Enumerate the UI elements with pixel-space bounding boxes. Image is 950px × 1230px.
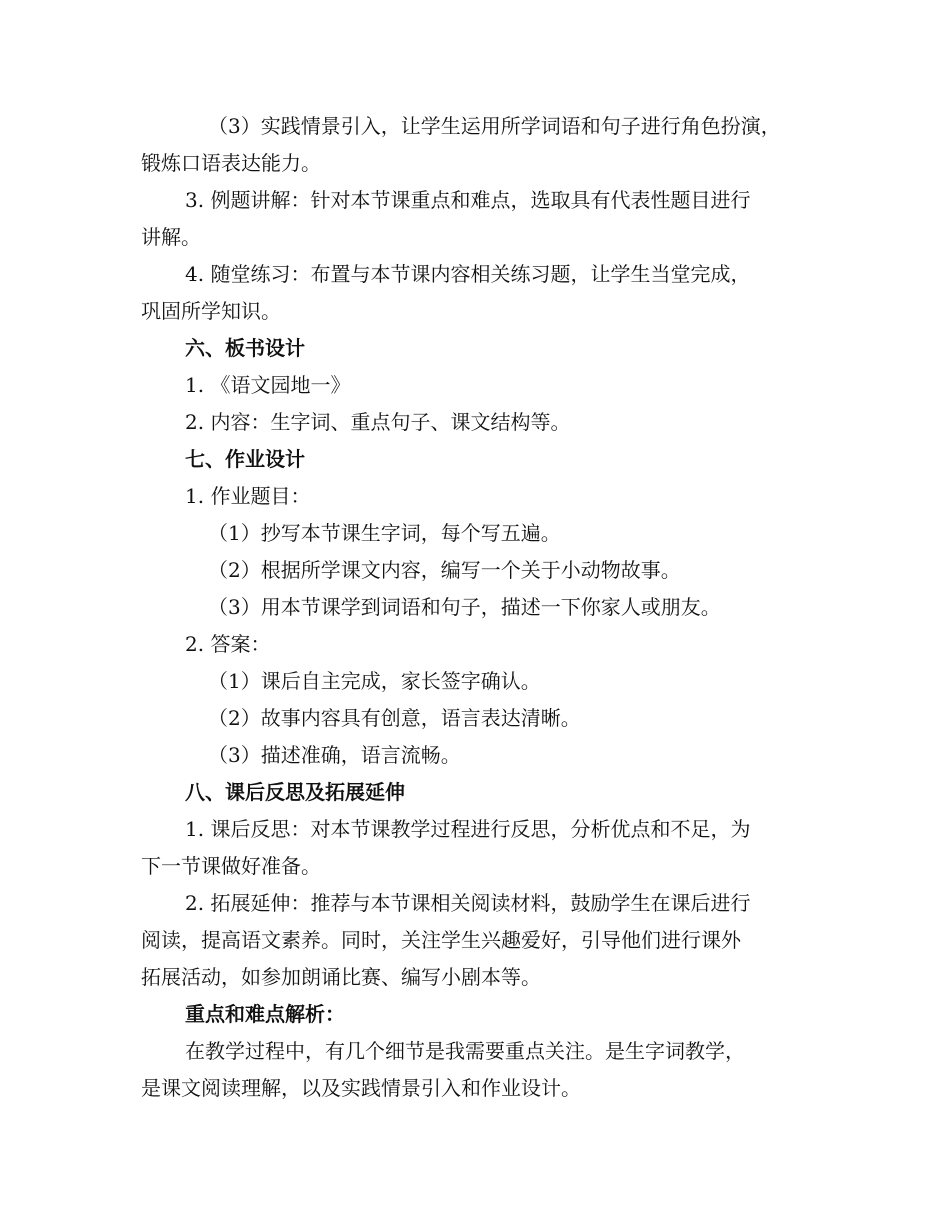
paragraph-line: 拓展活动，如参加朗诵比赛、编写小剧本等。 (141, 965, 541, 989)
paragraph-line: 2. 拓展延伸：推荐与本节课相关阅读材料，鼓励学生在课后进行 (185, 891, 751, 915)
paragraph-line: 2. 内容：生字词、重点句子、课文结构等。 (185, 410, 571, 434)
list-item: （3）用本节课学到词语和句子，描述一下你家人或朋友。 (208, 595, 721, 619)
paragraph-line: 下一节课做好准备。 (141, 854, 321, 878)
paragraph-line: 1. 课后反思：对本节课教学过程进行反思，分析优点和不足，为 (185, 817, 751, 841)
paragraph-line: 巩固所学知识。 (141, 299, 281, 323)
list-item: （2）根据所学课文内容，编写一个关于小动物故事。 (208, 558, 681, 582)
paragraph-line: 1. 作业题目： (185, 484, 311, 508)
list-item: （1）抄写本节课生字词，每个写五遍。 (208, 521, 561, 545)
paragraph-line: 4. 随堂练习：布置与本节课内容相关练习题，让学生当堂完成， (185, 262, 751, 286)
paragraph-line: 阅读，提高语文素养。同时，关注学生兴趣爱好，引导他们进行课外 (141, 928, 741, 952)
paragraph-line: 锻炼口语表达能力。 (141, 151, 321, 175)
section-heading: 重点和难点解析： (185, 1002, 345, 1026)
paragraph-line: 2. 答案： (185, 632, 271, 656)
list-item: （3）描述准确，语言流畅。 (208, 743, 461, 767)
paragraph-line: 1. 《语文园地一》 (185, 373, 351, 397)
paragraph-line: 3. 例题讲解：针对本节课重点和难点，选取具有代表性题目进行 (185, 188, 751, 212)
paragraph-line: 讲解。 (141, 225, 201, 249)
paragraph-line: （3）实践情景引入，让学生运用所学词语和句子进行角色扮演， (208, 114, 781, 138)
section-heading: 七、作业设计 (185, 447, 305, 471)
paragraph-line: 在教学过程中，有几个细节是我需要重点关注。是生字词教学， (185, 1039, 745, 1063)
section-heading: 六、板书设计 (185, 336, 305, 360)
list-item: （2）故事内容具有创意，语言表达清晰。 (208, 706, 581, 730)
paragraph-line: 是课文阅读理解，以及实践情景引入和作业设计。 (141, 1076, 581, 1100)
list-item: （1）课后自主完成，家长签字确认。 (208, 669, 541, 693)
section-heading: 八、课后反思及拓展延伸 (185, 780, 405, 804)
